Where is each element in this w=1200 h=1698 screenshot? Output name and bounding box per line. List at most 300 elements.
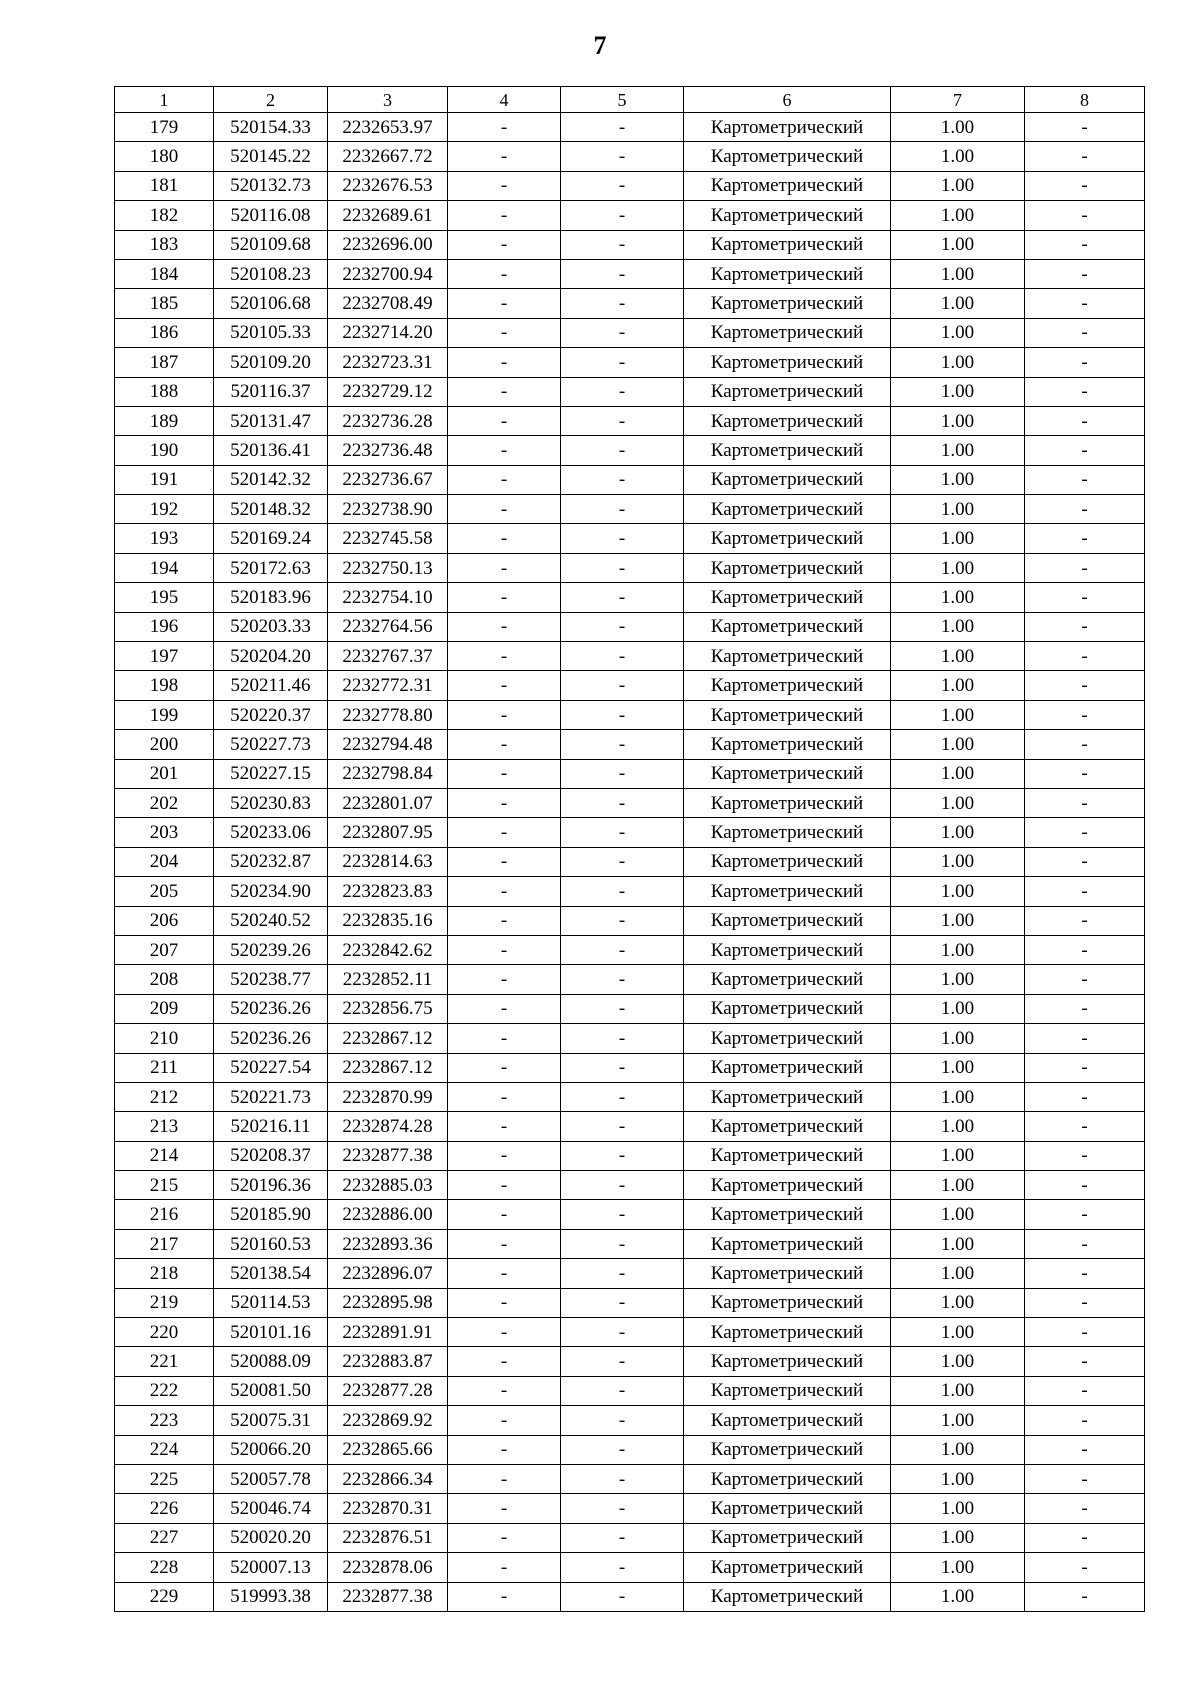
table-row xyxy=(115,142,1145,171)
col-8-cell: - xyxy=(1025,1082,1145,1111)
col-8-cell: - xyxy=(1025,847,1145,876)
header-row xyxy=(115,87,1145,113)
col-5-cell: - xyxy=(561,965,684,994)
coord-x-cell: 520007.13 xyxy=(214,1553,328,1582)
col-8-cell: - xyxy=(1025,406,1145,435)
table-row xyxy=(115,1112,1145,1141)
col-4-cell: - xyxy=(448,642,561,671)
column-header-3: 3 xyxy=(328,87,448,113)
coord-x-cell: 520046.74 xyxy=(214,1494,328,1523)
coord-y-cell: 2232736.67 xyxy=(328,465,448,494)
col-8-cell: - xyxy=(1025,495,1145,524)
table-row xyxy=(115,935,1145,964)
accuracy-cell: 1.00 xyxy=(891,759,1025,788)
accuracy-cell: 1.00 xyxy=(891,1053,1025,1082)
point-number-cell: 183 xyxy=(115,230,214,259)
col-8-cell: - xyxy=(1025,1288,1145,1317)
col-8-cell: - xyxy=(1025,612,1145,641)
col-5-cell: - xyxy=(561,583,684,612)
col-4-cell: - xyxy=(448,1464,561,1493)
col-8-cell: - xyxy=(1025,1259,1145,1288)
coord-y-cell: 2232814.63 xyxy=(328,847,448,876)
col-4-cell: - xyxy=(448,877,561,906)
col-5-cell: - xyxy=(561,818,684,847)
col-4-cell: - xyxy=(448,289,561,318)
table-row xyxy=(115,1229,1145,1258)
point-number-cell: 204 xyxy=(115,847,214,876)
coordinates-table xyxy=(114,86,1145,1612)
coord-x-cell: 520138.54 xyxy=(214,1259,328,1288)
col-8-cell: - xyxy=(1025,788,1145,817)
accuracy-cell: 1.00 xyxy=(891,1171,1025,1200)
accuracy-cell: 1.00 xyxy=(891,1406,1025,1435)
col-4-cell: - xyxy=(448,994,561,1023)
coord-x-cell: 520221.73 xyxy=(214,1082,328,1111)
method-cell: Картометрический xyxy=(684,965,891,994)
coord-y-cell: 2232877.38 xyxy=(328,1141,448,1170)
col-8-cell: - xyxy=(1025,1553,1145,1582)
method-cell: Картометрический xyxy=(684,1112,891,1141)
method-cell: Картометрический xyxy=(684,406,891,435)
accuracy-cell: 1.00 xyxy=(891,1494,1025,1523)
col-4-cell: - xyxy=(448,377,561,406)
point-number-cell: 195 xyxy=(115,583,214,612)
col-8-cell: - xyxy=(1025,524,1145,553)
accuracy-cell: 1.00 xyxy=(891,965,1025,994)
point-number-cell: 180 xyxy=(115,142,214,171)
col-5-cell: - xyxy=(561,1082,684,1111)
accuracy-cell: 1.00 xyxy=(891,318,1025,347)
method-cell: Картометрический xyxy=(684,230,891,259)
col-8-cell: - xyxy=(1025,113,1145,142)
method-cell: Картометрический xyxy=(684,142,891,171)
accuracy-cell: 1.00 xyxy=(891,818,1025,847)
accuracy-cell: 1.00 xyxy=(891,465,1025,494)
coord-x-cell: 520203.33 xyxy=(214,612,328,641)
coord-y-cell: 2232842.62 xyxy=(328,935,448,964)
col-4-cell: - xyxy=(448,1024,561,1053)
coord-x-cell: 520172.63 xyxy=(214,553,328,582)
point-number-cell: 225 xyxy=(115,1464,214,1493)
coord-x-cell: 520116.08 xyxy=(214,201,328,230)
col-5-cell: - xyxy=(561,1200,684,1229)
col-5-cell: - xyxy=(561,436,684,465)
method-cell: Картометрический xyxy=(684,1318,891,1347)
col-8-cell: - xyxy=(1025,583,1145,612)
coord-y-cell: 2232714.20 xyxy=(328,318,448,347)
table-row xyxy=(115,230,1145,259)
point-number-cell: 224 xyxy=(115,1435,214,1464)
coord-x-cell: 520132.73 xyxy=(214,171,328,200)
coord-y-cell: 2232772.31 xyxy=(328,671,448,700)
accuracy-cell: 1.00 xyxy=(891,612,1025,641)
coord-x-cell: 520142.32 xyxy=(214,465,328,494)
coord-x-cell: 520108.23 xyxy=(214,259,328,288)
coord-x-cell: 520105.33 xyxy=(214,318,328,347)
accuracy-cell: 1.00 xyxy=(891,524,1025,553)
coord-x-cell: 520154.33 xyxy=(214,113,328,142)
col-5-cell: - xyxy=(561,230,684,259)
col-5-cell: - xyxy=(561,700,684,729)
table-row xyxy=(115,1053,1145,1082)
accuracy-cell: 1.00 xyxy=(891,436,1025,465)
col-5-cell: - xyxy=(561,1318,684,1347)
accuracy-cell: 1.00 xyxy=(891,788,1025,817)
coord-x-cell: 520148.32 xyxy=(214,495,328,524)
coord-y-cell: 2232852.11 xyxy=(328,965,448,994)
method-cell: Картометрический xyxy=(684,671,891,700)
coord-x-cell: 520239.26 xyxy=(214,935,328,964)
method-cell: Картометрический xyxy=(684,906,891,935)
coord-x-cell: 520208.37 xyxy=(214,1141,328,1170)
coord-y-cell: 2232870.99 xyxy=(328,1082,448,1111)
method-cell: Картометрический xyxy=(684,877,891,906)
point-number-cell: 212 xyxy=(115,1082,214,1111)
point-number-cell: 189 xyxy=(115,406,214,435)
accuracy-cell: 1.00 xyxy=(891,259,1025,288)
point-number-cell: 202 xyxy=(115,788,214,817)
col-4-cell: - xyxy=(448,113,561,142)
col-4-cell: - xyxy=(448,730,561,759)
col-5-cell: - xyxy=(561,1229,684,1258)
table-row xyxy=(115,436,1145,465)
coord-x-cell: 520109.20 xyxy=(214,348,328,377)
point-number-cell: 223 xyxy=(115,1406,214,1435)
table-row xyxy=(115,1523,1145,1552)
coord-y-cell: 2232794.48 xyxy=(328,730,448,759)
coord-x-cell: 520109.68 xyxy=(214,230,328,259)
coord-y-cell: 2232891.91 xyxy=(328,1318,448,1347)
accuracy-cell: 1.00 xyxy=(891,1318,1025,1347)
table-row xyxy=(115,759,1145,788)
table-row xyxy=(115,113,1145,142)
col-4-cell: - xyxy=(448,524,561,553)
coord-y-cell: 2232754.10 xyxy=(328,583,448,612)
col-4-cell: - xyxy=(448,1171,561,1200)
method-cell: Картометрический xyxy=(684,1141,891,1170)
col-8-cell: - xyxy=(1025,1523,1145,1552)
col-4-cell: - xyxy=(448,348,561,377)
coord-x-cell: 520131.47 xyxy=(214,406,328,435)
point-number-cell: 218 xyxy=(115,1259,214,1288)
accuracy-cell: 1.00 xyxy=(891,289,1025,318)
table-row xyxy=(115,1553,1145,1582)
column-header-1: 1 xyxy=(115,87,214,113)
method-cell: Картометрический xyxy=(684,259,891,288)
accuracy-cell: 1.00 xyxy=(891,1582,1025,1611)
accuracy-cell: 1.00 xyxy=(891,1523,1025,1552)
col-8-cell: - xyxy=(1025,1200,1145,1229)
method-cell: Картометрический xyxy=(684,788,891,817)
accuracy-cell: 1.00 xyxy=(891,1464,1025,1493)
accuracy-cell: 1.00 xyxy=(891,1376,1025,1405)
col-5-cell: - xyxy=(561,1259,684,1288)
coord-x-cell: 520211.46 xyxy=(214,671,328,700)
coord-y-cell: 2232865.66 xyxy=(328,1435,448,1464)
accuracy-cell: 1.00 xyxy=(891,730,1025,759)
table-row xyxy=(115,877,1145,906)
coord-x-cell: 520238.77 xyxy=(214,965,328,994)
col-8-cell: - xyxy=(1025,1347,1145,1376)
col-5-cell: - xyxy=(561,289,684,318)
col-8-cell: - xyxy=(1025,1141,1145,1170)
accuracy-cell: 1.00 xyxy=(891,142,1025,171)
accuracy-cell: 1.00 xyxy=(891,1347,1025,1376)
coord-x-cell: 520220.37 xyxy=(214,700,328,729)
method-cell: Картометрический xyxy=(684,935,891,964)
coord-y-cell: 2232893.36 xyxy=(328,1229,448,1258)
point-number-cell: 226 xyxy=(115,1494,214,1523)
coord-x-cell: 520114.53 xyxy=(214,1288,328,1317)
col-4-cell: - xyxy=(448,1229,561,1258)
coord-x-cell: 520057.78 xyxy=(214,1464,328,1493)
coord-y-cell: 2232653.97 xyxy=(328,113,448,142)
col-4-cell: - xyxy=(448,1082,561,1111)
table-row xyxy=(115,1200,1145,1229)
col-8-cell: - xyxy=(1025,671,1145,700)
accuracy-cell: 1.00 xyxy=(891,1082,1025,1111)
col-8-cell: - xyxy=(1025,1229,1145,1258)
point-number-cell: 185 xyxy=(115,289,214,318)
col-5-cell: - xyxy=(561,142,684,171)
point-number-cell: 214 xyxy=(115,1141,214,1170)
method-cell: Картометрический xyxy=(684,1171,891,1200)
col-5-cell: - xyxy=(561,847,684,876)
col-8-cell: - xyxy=(1025,1024,1145,1053)
coord-y-cell: 2232877.28 xyxy=(328,1376,448,1405)
col-4-cell: - xyxy=(448,1435,561,1464)
point-number-cell: 200 xyxy=(115,730,214,759)
point-number-cell: 205 xyxy=(115,877,214,906)
coord-y-cell: 2232877.38 xyxy=(328,1582,448,1611)
method-cell: Картометрический xyxy=(684,1288,891,1317)
table-row xyxy=(115,524,1145,553)
col-5-cell: - xyxy=(561,113,684,142)
method-cell: Картометрический xyxy=(684,730,891,759)
table-row xyxy=(115,465,1145,494)
coord-x-cell: 520230.83 xyxy=(214,788,328,817)
col-4-cell: - xyxy=(448,1318,561,1347)
accuracy-cell: 1.00 xyxy=(891,935,1025,964)
coord-x-cell: 520183.96 xyxy=(214,583,328,612)
point-number-cell: 197 xyxy=(115,642,214,671)
col-4-cell: - xyxy=(448,1376,561,1405)
coord-x-cell: 520185.90 xyxy=(214,1200,328,1229)
point-number-cell: 222 xyxy=(115,1376,214,1405)
col-8-cell: - xyxy=(1025,759,1145,788)
coord-y-cell: 2232835.16 xyxy=(328,906,448,935)
table-row xyxy=(115,1024,1145,1053)
col-5-cell: - xyxy=(561,877,684,906)
col-4-cell: - xyxy=(448,965,561,994)
accuracy-cell: 1.00 xyxy=(891,847,1025,876)
table-row xyxy=(115,818,1145,847)
col-8-cell: - xyxy=(1025,553,1145,582)
col-4-cell: - xyxy=(448,1112,561,1141)
col-4-cell: - xyxy=(448,259,561,288)
method-cell: Картометрический xyxy=(684,612,891,641)
coord-x-cell: 520232.87 xyxy=(214,847,328,876)
point-number-cell: 220 xyxy=(115,1318,214,1347)
point-number-cell: 193 xyxy=(115,524,214,553)
col-4-cell: - xyxy=(448,465,561,494)
col-5-cell: - xyxy=(561,1112,684,1141)
method-cell: Картометрический xyxy=(684,289,891,318)
method-cell: Картометрический xyxy=(684,1406,891,1435)
col-5-cell: - xyxy=(561,730,684,759)
point-number-cell: 199 xyxy=(115,700,214,729)
table-row xyxy=(115,1406,1145,1435)
col-4-cell: - xyxy=(448,142,561,171)
coord-x-cell: 519993.38 xyxy=(214,1582,328,1611)
col-8-cell: - xyxy=(1025,965,1145,994)
coord-y-cell: 2232745.58 xyxy=(328,524,448,553)
table-row xyxy=(115,583,1145,612)
coord-x-cell: 520066.20 xyxy=(214,1435,328,1464)
col-8-cell: - xyxy=(1025,142,1145,171)
col-8-cell: - xyxy=(1025,201,1145,230)
col-5-cell: - xyxy=(561,406,684,435)
method-cell: Картометрический xyxy=(684,1259,891,1288)
col-5-cell: - xyxy=(561,465,684,494)
accuracy-cell: 1.00 xyxy=(891,906,1025,935)
coord-y-cell: 2232736.28 xyxy=(328,406,448,435)
col-8-cell: - xyxy=(1025,700,1145,729)
table-row xyxy=(115,318,1145,347)
coord-y-cell: 2232896.07 xyxy=(328,1259,448,1288)
coord-y-cell: 2232883.87 xyxy=(328,1347,448,1376)
col-4-cell: - xyxy=(448,1347,561,1376)
accuracy-cell: 1.00 xyxy=(891,1288,1025,1317)
accuracy-cell: 1.00 xyxy=(891,700,1025,729)
column-header-7: 7 xyxy=(891,87,1025,113)
col-5-cell: - xyxy=(561,1024,684,1053)
method-cell: Картометрический xyxy=(684,700,891,729)
accuracy-cell: 1.00 xyxy=(891,201,1025,230)
col-5-cell: - xyxy=(561,642,684,671)
accuracy-cell: 1.00 xyxy=(891,113,1025,142)
coord-x-cell: 520101.16 xyxy=(214,1318,328,1347)
coord-y-cell: 2232689.61 xyxy=(328,201,448,230)
col-5-cell: - xyxy=(561,1553,684,1582)
method-cell: Картометрический xyxy=(684,1053,891,1082)
col-8-cell: - xyxy=(1025,935,1145,964)
point-number-cell: 187 xyxy=(115,348,214,377)
col-4-cell: - xyxy=(448,1406,561,1435)
coord-y-cell: 2232870.31 xyxy=(328,1494,448,1523)
coord-y-cell: 2232878.06 xyxy=(328,1553,448,1582)
col-8-cell: - xyxy=(1025,377,1145,406)
col-8-cell: - xyxy=(1025,230,1145,259)
col-8-cell: - xyxy=(1025,289,1145,318)
coord-y-cell: 2232696.00 xyxy=(328,230,448,259)
col-8-cell: - xyxy=(1025,1464,1145,1493)
point-number-cell: 228 xyxy=(115,1553,214,1582)
col-8-cell: - xyxy=(1025,259,1145,288)
table-row xyxy=(115,553,1145,582)
table-row xyxy=(115,1435,1145,1464)
coord-y-cell: 2232801.07 xyxy=(328,788,448,817)
col-5-cell: - xyxy=(561,671,684,700)
point-number-cell: 194 xyxy=(115,553,214,582)
col-4-cell: - xyxy=(448,406,561,435)
method-cell: Картометрический xyxy=(684,759,891,788)
table-row xyxy=(115,1141,1145,1170)
coord-y-cell: 2232874.28 xyxy=(328,1112,448,1141)
coord-x-cell: 520116.37 xyxy=(214,377,328,406)
accuracy-cell: 1.00 xyxy=(891,1259,1025,1288)
coord-x-cell: 520227.15 xyxy=(214,759,328,788)
table-row xyxy=(115,788,1145,817)
accuracy-cell: 1.00 xyxy=(891,348,1025,377)
method-cell: Картометрический xyxy=(684,171,891,200)
col-8-cell: - xyxy=(1025,1318,1145,1347)
point-number-cell: 188 xyxy=(115,377,214,406)
point-number-cell: 179 xyxy=(115,113,214,142)
col-5-cell: - xyxy=(561,1347,684,1376)
col-8-cell: - xyxy=(1025,730,1145,759)
accuracy-cell: 1.00 xyxy=(891,553,1025,582)
point-number-cell: 186 xyxy=(115,318,214,347)
coord-y-cell: 2232867.12 xyxy=(328,1053,448,1082)
col-8-cell: - xyxy=(1025,1171,1145,1200)
coord-x-cell: 520136.41 xyxy=(214,436,328,465)
method-cell: Картометрический xyxy=(684,201,891,230)
column-header-4: 4 xyxy=(448,87,561,113)
coord-x-cell: 520204.20 xyxy=(214,642,328,671)
method-cell: Картометрический xyxy=(684,1494,891,1523)
method-cell: Картометрический xyxy=(684,583,891,612)
coord-y-cell: 2232867.12 xyxy=(328,1024,448,1053)
col-8-cell: - xyxy=(1025,1112,1145,1141)
col-4-cell: - xyxy=(448,700,561,729)
accuracy-cell: 1.00 xyxy=(891,1553,1025,1582)
col-5-cell: - xyxy=(561,994,684,1023)
method-cell: Картометрический xyxy=(684,553,891,582)
table-row xyxy=(115,201,1145,230)
method-cell: Картометрический xyxy=(684,1082,891,1111)
table-row xyxy=(115,730,1145,759)
col-5-cell: - xyxy=(561,1288,684,1317)
col-5-cell: - xyxy=(561,171,684,200)
col-5-cell: - xyxy=(561,906,684,935)
point-number-cell: 221 xyxy=(115,1347,214,1376)
table-row xyxy=(115,1376,1145,1405)
table-row xyxy=(115,847,1145,876)
col-4-cell: - xyxy=(448,935,561,964)
col-5-cell: - xyxy=(561,1053,684,1082)
col-5-cell: - xyxy=(561,318,684,347)
table-row xyxy=(115,406,1145,435)
method-cell: Картометрический xyxy=(684,1464,891,1493)
point-number-cell: 191 xyxy=(115,465,214,494)
table-row xyxy=(115,994,1145,1023)
accuracy-cell: 1.00 xyxy=(891,1435,1025,1464)
point-number-cell: 190 xyxy=(115,436,214,465)
point-number-cell: 192 xyxy=(115,495,214,524)
column-header-8: 8 xyxy=(1025,87,1145,113)
coord-x-cell: 520020.20 xyxy=(214,1523,328,1552)
method-cell: Картометрический xyxy=(684,994,891,1023)
accuracy-cell: 1.00 xyxy=(891,671,1025,700)
accuracy-cell: 1.00 xyxy=(891,377,1025,406)
accuracy-cell: 1.00 xyxy=(891,171,1025,200)
point-number-cell: 219 xyxy=(115,1288,214,1317)
table-row xyxy=(115,1347,1145,1376)
coord-y-cell: 2232798.84 xyxy=(328,759,448,788)
coord-x-cell: 520145.22 xyxy=(214,142,328,171)
table-row xyxy=(115,700,1145,729)
